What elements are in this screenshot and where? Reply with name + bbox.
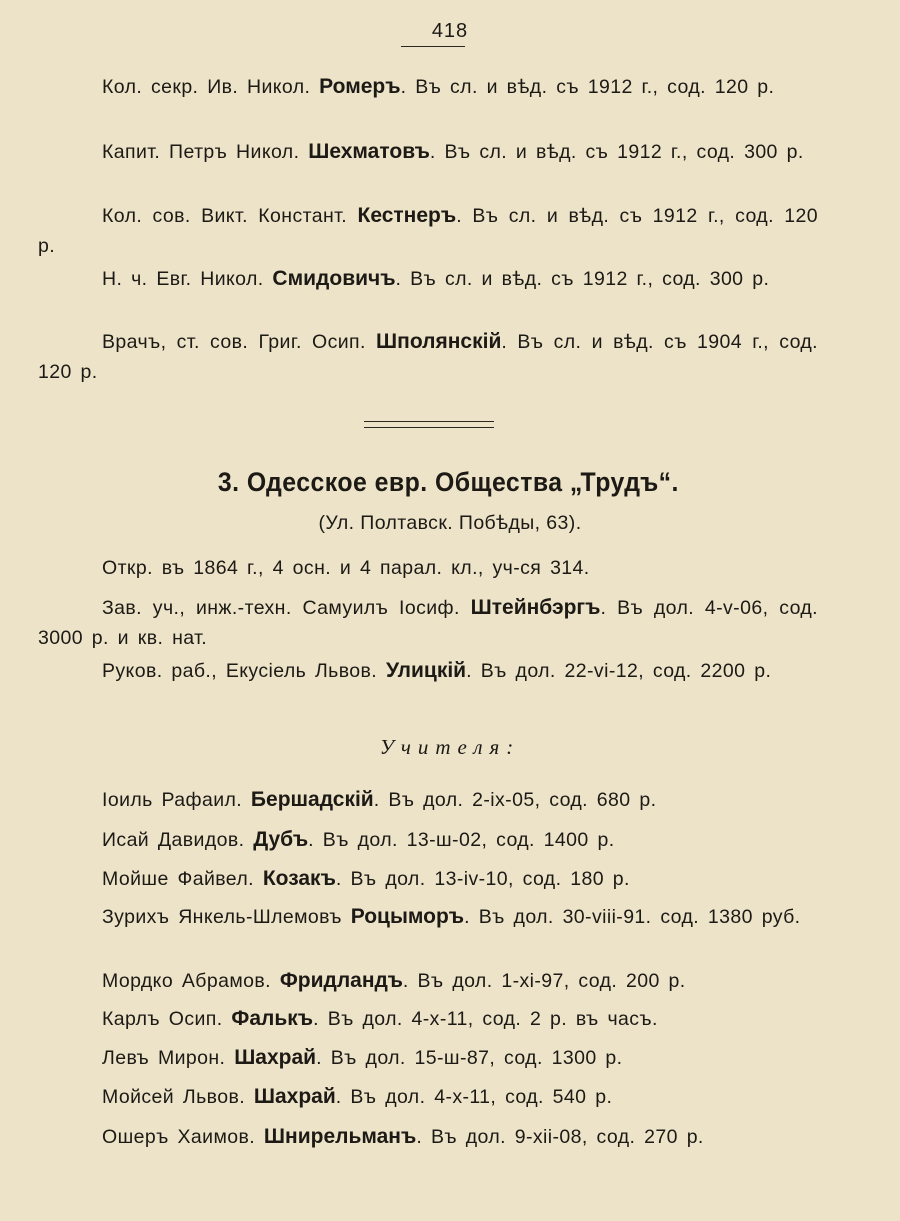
teacher-shakhrai-lev: Левъ Мирон. Шахрай. Въ дол. 15-ш-87, сод. 1300 р.: [102, 1046, 623, 1069]
person-name: Фридландъ: [279, 969, 403, 992]
teacher-shakhrai-moisei: Мойсей Львов. Шахрай. Въ дол. 4-x-11, сод. 540 р.: [102, 1085, 613, 1108]
teacher-fridland: Мордко Абрамов. Фридландъ. Въ дол. 1-xi-97, сод. 200 р.: [102, 969, 686, 992]
page-number-rule: [401, 46, 465, 47]
teacher-bershadsky: Іоиль Рафаил. Бершадскій. Въ дол. 2-ix-05, сод. 680 р.: [102, 788, 657, 811]
teachers-heading: Учителя:: [379, 735, 521, 759]
teacher-shnirelman: Ошеръ Хаимов. Шнирельманъ. Въ дол. 9-xii-08, сод. 270 р.: [102, 1125, 704, 1148]
entry-kestner: Кол. сов. Викт. Констант. Кестнеръ. Въ сл. и вѣд. съ 1912 г., сод. 120 р.: [38, 204, 818, 257]
person-name: Шахрай: [253, 1085, 336, 1108]
teacher-falk: Карлъ Осип. Фалькъ. Въ дол. 4-x-11, сод. 2 р. въ часъ.: [102, 1007, 658, 1030]
entry-smidovich: Н. ч. Евг. Никол. Смидовичъ. Въ сл. и вѣд. съ 1912 г., сод. 300 р.: [102, 267, 770, 290]
person-name: Роцыморъ: [350, 905, 465, 928]
entry-shteinberg: Зав. уч., инж.-техн. Самуилъ Іосиф. Штейнбэргъ. Въ дол. 4-v-06, сод. 3000 р. и кв. нат.: [38, 596, 818, 649]
person-name: Фалькъ: [231, 1007, 314, 1030]
person-name: Ромеръ: [319, 75, 401, 98]
page-number: 418: [431, 20, 469, 42]
entry-shekhmatov: Капит. Петръ Никол. Шехматовъ. Въ сл. и вѣд. съ 1912 г., сод. 300 р.: [102, 140, 804, 163]
teacher-kozak: Мойше Файвел. Козакъ. Въ дол. 13-iv-10, сод. 180 р.: [102, 867, 630, 890]
person-name: Бершадскій: [250, 788, 374, 811]
section-divider: [364, 421, 494, 428]
person-name: Шахрай: [234, 1046, 317, 1069]
person-name: Штейнбэргъ: [470, 596, 601, 619]
section-info: Откр. въ 1864 г., 4 осн. и 4 парал. кл., уч-ся 314.: [102, 557, 590, 579]
person-name: Смидовичъ: [272, 267, 396, 290]
teacher-rotsymor: Зурихъ Янкель-Шлемовъ Роцыморъ. Въ дол. 30-viii-91. сод. 1380 руб.: [102, 905, 801, 928]
section-title: 3. Одесское евр. Общества „Трудъ“.: [217, 467, 679, 497]
person-name: Шехматовъ: [308, 140, 430, 163]
entry-ulitsky: Руков. раб., Екусіель Львов. Улицкій. Въ дол. 22-vi-12, сод. 2200 р.: [102, 659, 772, 682]
person-name: Шполянскій: [376, 330, 502, 353]
entry-shpolyansky: Врачъ, ст. сов. Григ. Осип. Шполянскій. Въ сл. и вѣд. съ 1904 г., сод. 120 р.: [38, 330, 818, 383]
teacher-dub: Исай Давидов. Дубъ. Въ дол. 13-ш-02, сод. 1400 р.: [102, 828, 615, 851]
section-address: (Ул. Полтавск. Побѣды, 63).: [318, 512, 582, 534]
person-name: Козакъ: [262, 867, 336, 890]
person-name: Кестнеръ: [357, 204, 457, 227]
person-name: Дубъ: [253, 828, 309, 851]
person-name: Шнирельманъ: [263, 1125, 417, 1148]
entry-romer: Кол. секр. Ив. Никол. Ромеръ. Въ сл. и вѣд. съ 1912 г., сод. 120 р.: [102, 75, 775, 98]
person-name: Улицкій: [385, 659, 467, 682]
